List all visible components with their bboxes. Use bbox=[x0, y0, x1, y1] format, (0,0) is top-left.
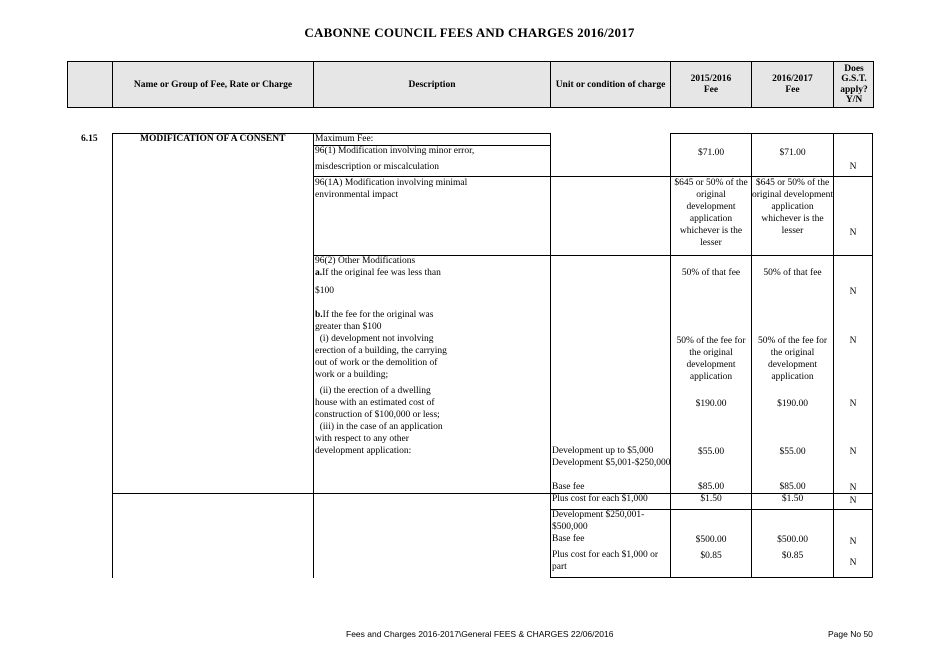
desc-b-i: (i) development not involving bbox=[315, 334, 434, 344]
fee-2015-a: 50% of that fee bbox=[681, 268, 741, 278]
grid-line bbox=[313, 133, 314, 578]
fee-2015-plus: $1.50 bbox=[700, 494, 722, 504]
fee-2016-b-i: 50% of the fee for bbox=[757, 336, 828, 346]
grid-line bbox=[872, 133, 873, 578]
desc-96-1a: 96(1A) Modification involving minimal bbox=[315, 178, 468, 188]
fee-2015-b-i-cont: application bbox=[689, 372, 733, 382]
header-name: Name or Group of Fee, Rate or Charge bbox=[133, 79, 293, 90]
desc-96-1a-cont: environmental impact bbox=[315, 190, 399, 200]
fee-2016-96-1a-cont: application bbox=[771, 202, 814, 212]
fee-2015-96-1a-cont: development bbox=[686, 202, 736, 212]
grid-line bbox=[833, 133, 834, 578]
desc-max-fee: Maximum Fee: bbox=[315, 134, 374, 144]
fee-2016-base-2: $500.00 bbox=[777, 535, 808, 545]
fee-2015-b-i-cont: development bbox=[686, 360, 736, 370]
fee-2016-96-1a-cont: lesser bbox=[781, 226, 804, 236]
fee-2015-b-ii: $190.00 bbox=[695, 399, 727, 409]
fee-2015-base-2: $500.00 bbox=[695, 535, 727, 545]
gst-plus-2: N bbox=[849, 558, 857, 568]
gst-b-i: N bbox=[849, 336, 857, 346]
desc-b-i-cont: out of work or the demolition of bbox=[315, 358, 438, 368]
fee-2016-96-1a-cont: whichever is the bbox=[761, 214, 824, 224]
gst-dev-5000: N bbox=[849, 447, 857, 457]
fee-2015-b-i: 50% of the fee for bbox=[676, 336, 746, 346]
desc-b-i-cont: work or a building; bbox=[315, 370, 389, 380]
desc-96-2: 96(2) Other Modifications bbox=[315, 256, 416, 266]
gst-a: N bbox=[849, 287, 857, 297]
desc-b-iii: (iii) in the case of an application bbox=[315, 422, 443, 432]
desc-b-i-cont: erection of a building, the carrying bbox=[315, 346, 447, 356]
grid-line bbox=[313, 176, 872, 177]
grid-line bbox=[550, 133, 551, 578]
desc-b-ii-cont: construction of $100,000 or less; bbox=[315, 410, 440, 420]
fee-2016-96-1a-cont: original development bbox=[752, 190, 833, 200]
gst-96-1a: N bbox=[849, 228, 857, 238]
fee-2016-dev-5000: $55.00 bbox=[779, 447, 806, 457]
fee-2016-plus-2: $0.85 bbox=[781, 551, 804, 561]
footer-page-number: Page No 50 bbox=[828, 629, 873, 639]
unit-dev-500000-cont: $500,000 bbox=[552, 522, 588, 532]
desc-a-cont: $100 bbox=[315, 286, 334, 296]
fee-2015-b-i-cont: the original bbox=[689, 348, 733, 358]
fee-2015-96-1a: $645 or 50% of the bbox=[674, 178, 748, 188]
header-description: Description bbox=[408, 79, 456, 90]
gst-base-2: N bbox=[849, 537, 857, 547]
fee-2016-b-i-cont: the original bbox=[770, 348, 815, 358]
fee-2016-96-1: $71.00 bbox=[779, 148, 806, 158]
section-number: 6.15 bbox=[81, 134, 98, 144]
unit-base-fee: Base fee bbox=[552, 482, 585, 492]
fee-2016-96-1a: $645 or 50% of the bbox=[755, 178, 830, 188]
unit-plus-1000-part: Plus cost for each $1,000 or bbox=[552, 550, 659, 560]
fee-2015-96-1: $71.00 bbox=[697, 148, 725, 158]
fee-2016-base: $85.00 bbox=[779, 482, 806, 492]
fee-2015-96-1a-cont: whichever is the bbox=[679, 226, 743, 236]
header-gst: Does G.S.T. apply? Y/N bbox=[840, 63, 868, 105]
fee-2015-base: $85.00 bbox=[697, 482, 725, 492]
desc-a: a.If the original fee was less than bbox=[315, 268, 441, 278]
fee-2015-plus-2: $0.85 bbox=[700, 551, 722, 561]
fee-2015-96-1a-cont: original bbox=[696, 190, 726, 200]
unit-base-fee: Base fee bbox=[552, 534, 585, 544]
unit-dev-250000: Development $5,001-$250,000 bbox=[552, 458, 671, 468]
unit-plus-1000: Plus cost for each $1,000 bbox=[552, 494, 648, 504]
fee-2016-a: 50% of that fee bbox=[763, 268, 822, 278]
desc-b-iii-cont: development application: bbox=[315, 446, 412, 456]
grid-line bbox=[670, 133, 872, 134]
unit-plus-1000-part-cont: part bbox=[552, 562, 567, 572]
header-unit: Unit or condition of charge bbox=[555, 79, 666, 90]
fee-2015-96-1a-cont: application bbox=[689, 214, 733, 224]
fee-2016-plus: $1.50 bbox=[781, 494, 804, 504]
fee-2016-b-i-cont: development bbox=[767, 360, 818, 370]
gst-96-1: N bbox=[849, 162, 857, 172]
fee-2016-b-ii: $190.00 bbox=[777, 399, 808, 409]
grid-line bbox=[112, 133, 113, 578]
fee-2015-dev-5000: $55.00 bbox=[697, 447, 725, 457]
desc-b-ii: (ii) the erection of a dwelling bbox=[315, 386, 431, 396]
desc-96-1: 96(1) Modification involving minor error, bbox=[315, 146, 475, 156]
desc-b: b.If the fee for the original was bbox=[315, 310, 434, 320]
grid-line bbox=[550, 577, 872, 578]
desc-b-cont: greater than $100 bbox=[315, 322, 382, 332]
unit-dev-500000: Development $250,001- bbox=[552, 510, 645, 520]
gst-base: N bbox=[849, 483, 857, 493]
unit-dev-5000: Development up to $5,000 bbox=[552, 446, 654, 456]
footer-path: Fees and Charges 2016-2017\General FEES & CHARGES 22/06/2016 bbox=[346, 629, 614, 639]
page-title: CABONNE COUNCIL FEES AND CHARGES 2016/2017 bbox=[304, 25, 635, 40]
desc-96-1-cont: misdescription or miscalculation bbox=[315, 162, 440, 172]
section-name: MODIFICATION OF A CONSENT bbox=[140, 134, 286, 144]
gst-b-ii: N bbox=[849, 399, 857, 409]
fee-2015-96-1a-cont: lesser bbox=[700, 238, 722, 248]
desc-b-ii-cont: house with an estimated cost of bbox=[315, 398, 435, 408]
header-fee-2015: 2015/2016 Fee bbox=[690, 74, 732, 95]
gst-plus: N bbox=[849, 496, 857, 506]
desc-b-iii-cont: with respect to any other bbox=[315, 434, 409, 444]
header-fee-2016: 2016/2017 Fee bbox=[772, 74, 813, 95]
fee-2016-b-i-cont: application bbox=[771, 372, 814, 382]
